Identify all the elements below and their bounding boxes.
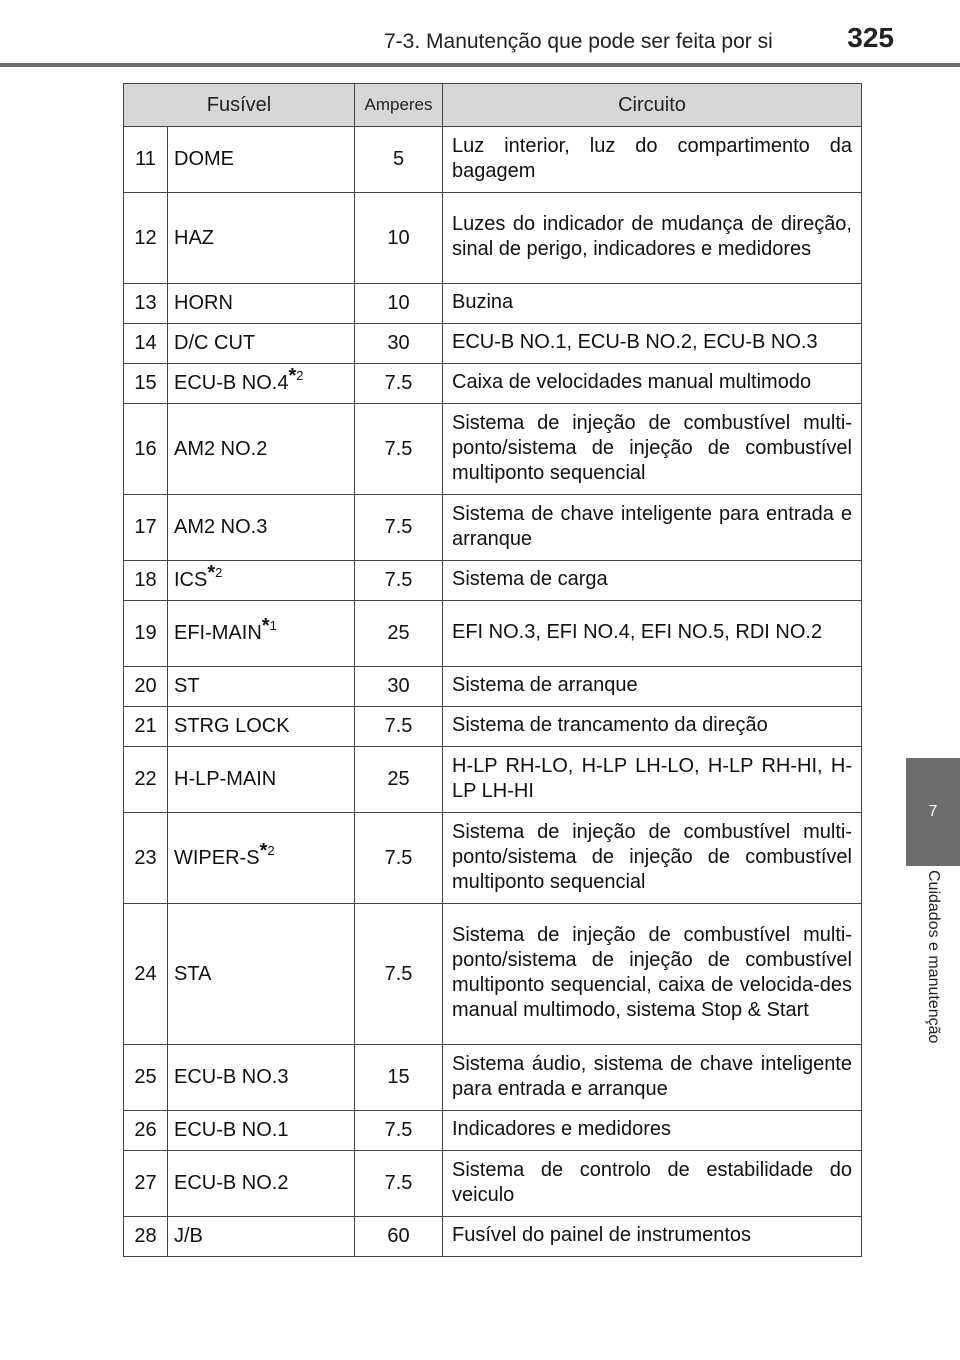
fuse-name: ECU-B NO.1	[174, 1119, 289, 1141]
fuse-circuit: Sistema de injeção de combustível multi-ponto/sistema de injeção de combustível multiponto sequencial	[443, 404, 862, 495]
fuse-name-cell	[168, 495, 355, 561]
fuse-name-cell	[168, 904, 355, 1045]
fuse-name: ICS	[174, 569, 208, 591]
fuse-circuit: EFI NO.3, EFI NO.4, EFI NO.5, RDI NO.2	[443, 601, 862, 667]
fuse-number: 27	[124, 1151, 168, 1217]
table-row	[124, 747, 862, 813]
fuse-amperes: 7.5	[355, 404, 443, 495]
footnote-mark	[261, 615, 277, 637]
fuse-circuit: Sistema de carga	[443, 561, 862, 601]
fuse-amperes: 5	[355, 127, 443, 193]
fuse-name-cell	[168, 747, 355, 813]
header-amperes: Amperes	[355, 84, 443, 127]
fuse-name: AM2 NO.2	[174, 437, 268, 460]
asterisk-icon: *	[261, 615, 270, 637]
fuse-name-cell	[168, 404, 355, 495]
section-title: 7-3. Manutenção que pode ser feita por si	[384, 30, 773, 53]
table-row	[124, 561, 862, 601]
table-row	[124, 364, 862, 404]
fuse-circuit: Sistema de trancamento da direção	[443, 707, 862, 747]
fuse-number: 13	[124, 284, 168, 324]
fuse-number: 22	[124, 747, 168, 813]
fuse-number: 12	[124, 193, 168, 284]
fuse-amperes: 25	[355, 747, 443, 813]
fuse-amperes: 30	[355, 324, 443, 364]
table-row	[124, 193, 862, 284]
table-row	[124, 667, 862, 707]
fuse-name-cell	[168, 364, 355, 404]
fuse-name-cell	[168, 284, 355, 324]
fuse-circuit: Indicadores e medidores	[443, 1111, 862, 1151]
fuse-amperes: 10	[355, 193, 443, 284]
fuse-circuit: Sistema de chave inteligente para entrada e arranque	[443, 495, 862, 561]
table-row	[124, 1045, 862, 1111]
fuse-name-cell	[168, 127, 355, 193]
table-row	[124, 127, 862, 193]
asterisk-icon: *	[259, 839, 268, 862]
fuse-amperes: 60	[355, 1217, 443, 1257]
table-row	[124, 1151, 862, 1217]
fuse-circuit: Sistema áudio, sistema de chave inteligente para entrada e arranque	[443, 1045, 862, 1111]
fuse-amperes: 15	[355, 1045, 443, 1111]
fuse-circuit: ECU-B NO.1, ECU-B NO.2, ECU-B NO.3	[443, 324, 862, 364]
fuse-name-cell	[168, 601, 355, 667]
fuse-table	[123, 83, 862, 1257]
fuse-amperes: 10	[355, 284, 443, 324]
fuse-circuit: Buzina	[443, 284, 862, 324]
chapter-tab	[906, 758, 960, 866]
fuse-name-cell	[168, 1045, 355, 1111]
fuse-number: 26	[124, 1111, 168, 1151]
fuse-name: STA	[174, 962, 212, 985]
fuse-circuit: Caixa de velocidades manual multimodo	[443, 364, 862, 404]
fuse-number: 18	[124, 561, 168, 601]
fuse-name-cell	[168, 1217, 355, 1257]
table-row	[124, 404, 862, 495]
fuse-circuit: Sistema de controlo de estabilidade do veiculo	[443, 1151, 862, 1217]
fuse-amperes: 7.5	[355, 495, 443, 561]
fuse-name-cell	[168, 324, 355, 364]
table-row	[124, 813, 862, 904]
fuse-number: 23	[124, 813, 168, 904]
fuse-number: 28	[124, 1217, 168, 1257]
table-row	[124, 495, 862, 561]
fuse-name: HORN	[174, 292, 233, 314]
fuse-amperes: 7.5	[355, 904, 443, 1045]
table-header-row	[124, 84, 862, 127]
fuse-name: AM2 NO.3	[174, 516, 268, 538]
fuse-name: D/C CUT	[174, 332, 256, 354]
table-row	[124, 1217, 862, 1257]
chapter-number: 7	[928, 803, 938, 820]
fuse-name: ECU-B NO.3	[174, 1066, 289, 1088]
fuse-number: 21	[124, 707, 168, 747]
table-row	[124, 324, 862, 364]
fuse-amperes: 7.5	[355, 1151, 443, 1217]
footnote-number: 1	[269, 618, 277, 633]
asterisk-icon: *	[288, 365, 297, 387]
fuse-circuit: Sistema de injeção de combustível multi-ponto/sistema de injeção de combustível multiponto sequencial, caixa de velocida-des manual multimodo, sistema Stop & Start	[443, 904, 862, 1045]
fuse-name-cell	[168, 1151, 355, 1217]
fuse-number: 17	[124, 495, 168, 561]
fuse-number: 20	[124, 667, 168, 707]
footnote-number: 2	[215, 565, 223, 580]
fuse-number: 15	[124, 364, 168, 404]
fuse-name: J/B	[174, 1225, 203, 1247]
table-row	[124, 707, 862, 747]
header-rule	[0, 63, 960, 67]
footnote-mark	[288, 365, 304, 387]
fuse-name-cell	[168, 193, 355, 284]
fuse-circuit: Luzes do indicador de mudança de direção, sinal de perigo, indicadores e medidores	[443, 193, 862, 284]
fuse-number: 14	[124, 324, 168, 364]
footnote-number: 2	[267, 842, 275, 858]
chapter-label: Cuidados e manutenção	[925, 870, 942, 1044]
footnote-number: 2	[296, 368, 304, 383]
fuse-name: WIPER-S	[174, 846, 260, 869]
page-number: 325	[847, 22, 894, 53]
header-circuit: Circuito	[443, 84, 862, 127]
fuse-name-cell	[168, 667, 355, 707]
fuse-amperes: 7.5	[355, 364, 443, 404]
fuse-circuit: H-LP RH-LO, H-LP LH-LO, H-LP RH-HI, H-LP LH-HI	[443, 747, 862, 813]
fuse-amperes: 7.5	[355, 1111, 443, 1151]
fuse-amperes: 7.5	[355, 813, 443, 904]
fuse-number: 24	[124, 904, 168, 1045]
footnote-mark	[207, 562, 223, 584]
fuse-number: 16	[124, 404, 168, 495]
table-row	[124, 904, 862, 1045]
fuse-name: DOME	[174, 148, 234, 170]
fuse-circuit: Sistema de arranque	[443, 667, 862, 707]
fuse-name-cell	[168, 561, 355, 601]
fuse-amperes: 7.5	[355, 707, 443, 747]
fuse-name-cell	[168, 813, 355, 904]
fuse-amperes: 30	[355, 667, 443, 707]
fuse-name: HAZ	[174, 226, 214, 249]
table-body	[124, 127, 862, 1257]
fuse-amperes: 7.5	[355, 561, 443, 601]
fuse-number: 11	[124, 127, 168, 193]
fuse-circuit: Sistema de injeção de combustível multi-ponto/sistema de injeção de combustível multiponto sequencial	[443, 813, 862, 904]
fuse-name-cell	[168, 1111, 355, 1151]
fuse-name: ST	[174, 675, 200, 697]
table-row	[124, 284, 862, 324]
table-row	[124, 1111, 862, 1151]
fuse-number: 19	[124, 601, 168, 667]
fuse-circuit: Fusível do painel de instrumentos	[443, 1217, 862, 1257]
fuse-number: 25	[124, 1045, 168, 1111]
fuse-name: STRG LOCK	[174, 715, 290, 737]
fuse-amperes: 25	[355, 601, 443, 667]
fuse-circuit: Luz interior, luz do compartimento da bagagem	[443, 127, 862, 193]
fuse-name-cell	[168, 707, 355, 747]
header-fuse: Fusível	[124, 84, 355, 127]
fuse-name: H-LP-MAIN	[174, 768, 277, 790]
footnote-mark	[259, 839, 275, 862]
table-row	[124, 601, 862, 667]
fuse-name: ECU-B NO.4	[174, 372, 289, 394]
chapter-label-box	[918, 870, 948, 1100]
fuse-name: ECU-B NO.2	[174, 1172, 289, 1194]
asterisk-icon: *	[207, 562, 216, 584]
fuse-name: EFI-MAIN	[174, 622, 262, 644]
